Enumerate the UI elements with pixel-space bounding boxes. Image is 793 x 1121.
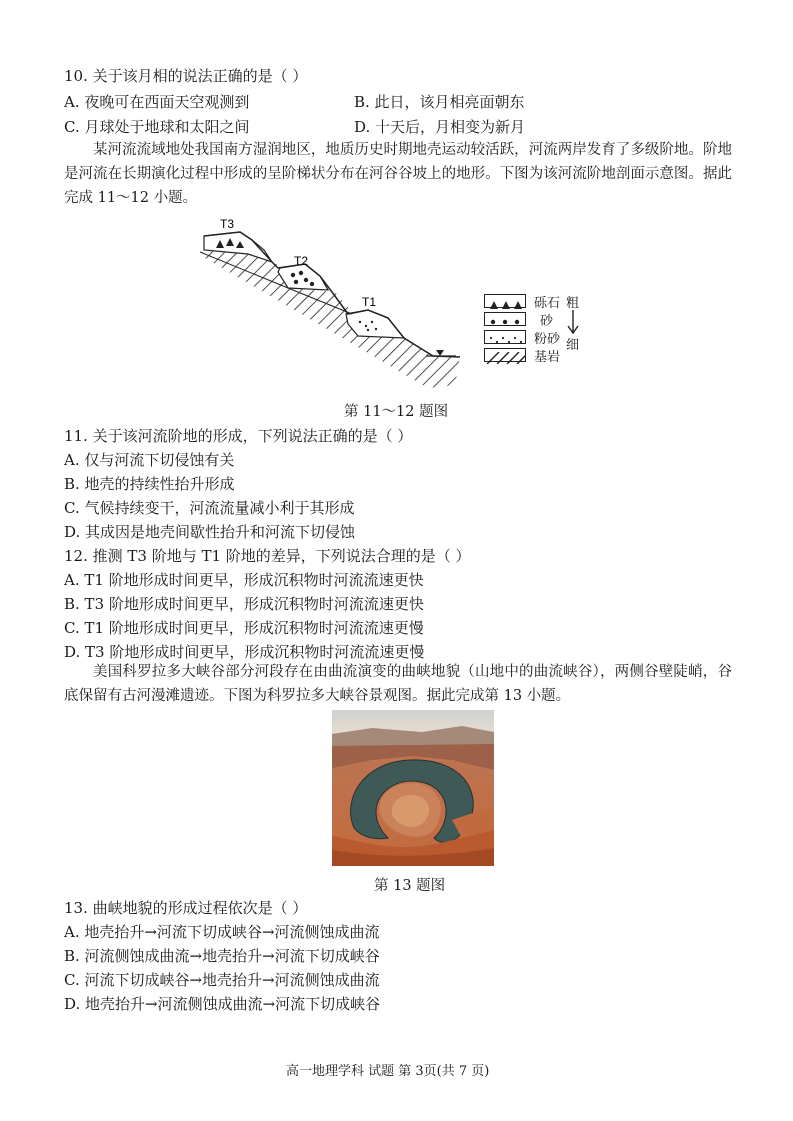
label-t1: T1 bbox=[362, 295, 377, 309]
legend-sand-swatch bbox=[484, 312, 526, 326]
q11-option-d[interactable]: D. 其成因是地壳间歇性抬升和河流下切侵蚀 bbox=[64, 523, 356, 541]
water-level-icon bbox=[436, 350, 444, 356]
q13-option-a[interactable]: A. 地壳抬升→河流下切成峡谷→河流侧蚀成曲流 bbox=[64, 923, 380, 941]
legend-sand-label: 砂 bbox=[540, 314, 554, 329]
label-t2: T2 bbox=[294, 254, 309, 268]
q12-option-b[interactable]: B. T3 阶地形成时间更早，形成沉积物时河流流速更快 bbox=[64, 595, 424, 613]
bedrock-layer bbox=[200, 250, 460, 388]
q12-option-a[interactable]: A. T1 阶地形成时间更早，形成沉积物时河流流速更快 bbox=[64, 571, 424, 589]
q13-stem: 13. 曲峡地貌的形成过程依次是（ ） bbox=[64, 899, 308, 917]
figure1-caption: 第 11～12 题图 bbox=[344, 404, 449, 420]
q11-stem: 11. 关于该河流阶地的形成，下列说法正确的是（ ） bbox=[64, 427, 413, 445]
q12-stem: 12. 推测 T3 阶地与 T1 阶地的差异，下列说法合理的是（ ） bbox=[64, 547, 471, 565]
q10-stem: 10. 关于该月相的说法正确的是（ ） bbox=[64, 67, 308, 85]
legend-gravel-swatch bbox=[484, 294, 526, 308]
page-footer: 高一地理学科 试题 第 3页(共 7 页) bbox=[286, 1064, 490, 1079]
q11-option-b[interactable]: B. 地壳的持续性抬升形成 bbox=[64, 475, 235, 493]
coarse-to-fine-arrow-icon bbox=[566, 309, 580, 335]
legend-silt-label: 粉砂 bbox=[534, 332, 561, 347]
legend-bedrock-swatch bbox=[484, 348, 526, 362]
legend-silt-swatch bbox=[484, 330, 526, 344]
grand-canyon-photo bbox=[332, 710, 494, 866]
q11-option-c[interactable]: C. 气候持续变干，河流流量减小利于其形成 bbox=[64, 499, 355, 517]
passage-river-terrace: 某河流流域地处我国南方湿润地区，地质历史时期地壳运动较活跃，河流两岸发育了多级阶地。阶地是河流在长期演化过程中形成的呈阶梯状分布在河谷谷坡上的地形。下图为该河流阶地剖面示意图。据此完成 11～12 小题。 bbox=[64, 142, 732, 206]
legend-coarse-label: 粗 bbox=[566, 296, 580, 311]
q10-option-b[interactable]: B. 此日，该月相亮面朝东 bbox=[354, 93, 525, 111]
q10-option-a[interactable]: A. 夜晚可在西面天空观测到 bbox=[64, 93, 250, 111]
q13-option-d[interactable]: D. 地壳抬升→河流侧蚀成曲流→河流下切成峡谷 bbox=[64, 995, 381, 1013]
passage-grand-canyon: 美国科罗拉多大峡谷部分河段存在由曲流演变的曲峡地貌（山地中的曲流峡谷），两侧谷壁陡峭，谷底保留有古河漫滩遗迹。下图为科罗拉多大峡谷景观图。据此完成第 13 小题。 bbox=[64, 664, 732, 704]
label-t3: T3 bbox=[220, 217, 235, 231]
q10-option-d[interactable]: D. 十天后，月相变为新月 bbox=[354, 118, 526, 136]
legend-bedrock-label: 基岩 bbox=[534, 350, 561, 365]
q12-option-c[interactable]: C. T1 阶地形成时间更早，形成沉积物时河流流速更慢 bbox=[64, 619, 424, 637]
q10-option-c[interactable]: C. 月球处于地球和太阳之间 bbox=[64, 118, 250, 136]
q13-option-b[interactable]: B. 河流侧蚀成曲流→地壳抬升→河流下切成峡谷 bbox=[64, 947, 380, 965]
q11-option-a[interactable]: A. 仅与河流下切侵蚀有关 bbox=[64, 451, 235, 469]
q12-option-d[interactable]: D. T3 阶地形成时间更早，形成沉积物时河流流速更慢 bbox=[64, 643, 425, 661]
legend-gravel-label: 砾石 bbox=[534, 296, 561, 311]
figure2-caption: 第 13 题图 bbox=[374, 878, 446, 894]
legend-fine-label: 细 bbox=[566, 338, 580, 353]
q13-option-c[interactable]: C. 河流下切成峡谷→地壳抬升→河流侧蚀成曲流 bbox=[64, 971, 380, 989]
